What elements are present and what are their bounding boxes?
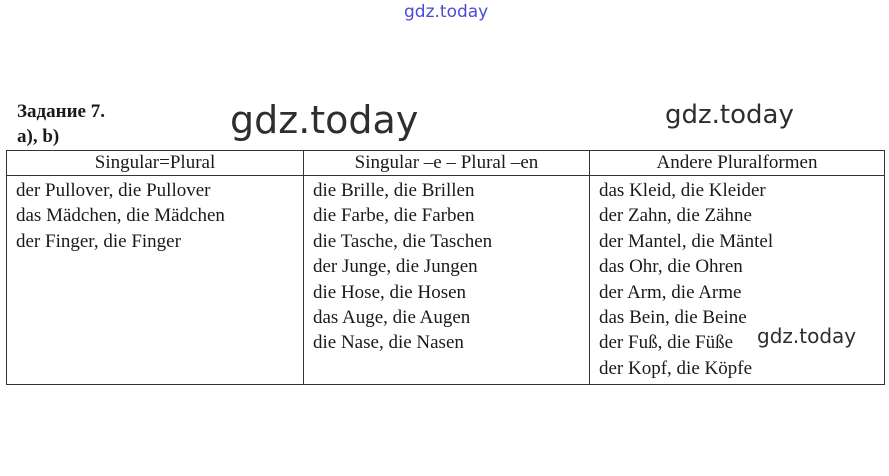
list-item: der Junge, die Jungen [313,256,478,278]
header-e-en: Singular –e – Plural –en [304,151,590,176]
list-item: der Kopf, die Köpfe [599,357,753,379]
list-item: das Ohr, die Ohren [599,256,743,278]
table-row [7,176,885,385]
list-item: der Arm, die Arme [599,281,742,303]
table-header-row [7,151,885,176]
list-item: der Fuß, die Füße [599,332,734,354]
list-item: der Finger, die Finger [16,230,181,252]
list-item: das Auge, die Augen [313,307,471,329]
plural-forms-table [6,150,885,385]
header-other-forms: Andere Pluralformen [590,151,885,176]
list-item: der Pullover, die Pullover [16,180,211,201]
list-item: die Brille, die Brillen [313,180,475,201]
list-item: die Farbe, die Farben [313,205,475,227]
list-item: das Kleid, die Kleider [599,180,766,201]
list-item: der Mantel, die Mäntel [599,230,774,252]
watermark-top: gdz.today [404,2,489,22]
column-other-forms [590,176,885,385]
column-e-en [304,176,590,385]
task-title: Задание 7. [17,101,105,122]
list-item: das Mädchen, die Mädchen [16,205,225,227]
list-item: die Nase, die Nasen [313,332,464,354]
header-singular-plural: Singular=Plural [7,151,304,176]
watermark-right: gdz.today [665,100,794,130]
list-item: die Hose, die Hosen [313,281,467,303]
watermark-large: gdz.today [230,98,419,142]
list-item: das Bein, die Beine [599,307,747,329]
watermark-table: gdz.today [757,324,857,348]
list-item: der Zahn, die Zähne [599,205,752,227]
task-subtitle: а), b) [17,126,60,147]
column-singular-plural [7,176,304,385]
list-item: die Tasche, die Taschen [313,230,493,252]
